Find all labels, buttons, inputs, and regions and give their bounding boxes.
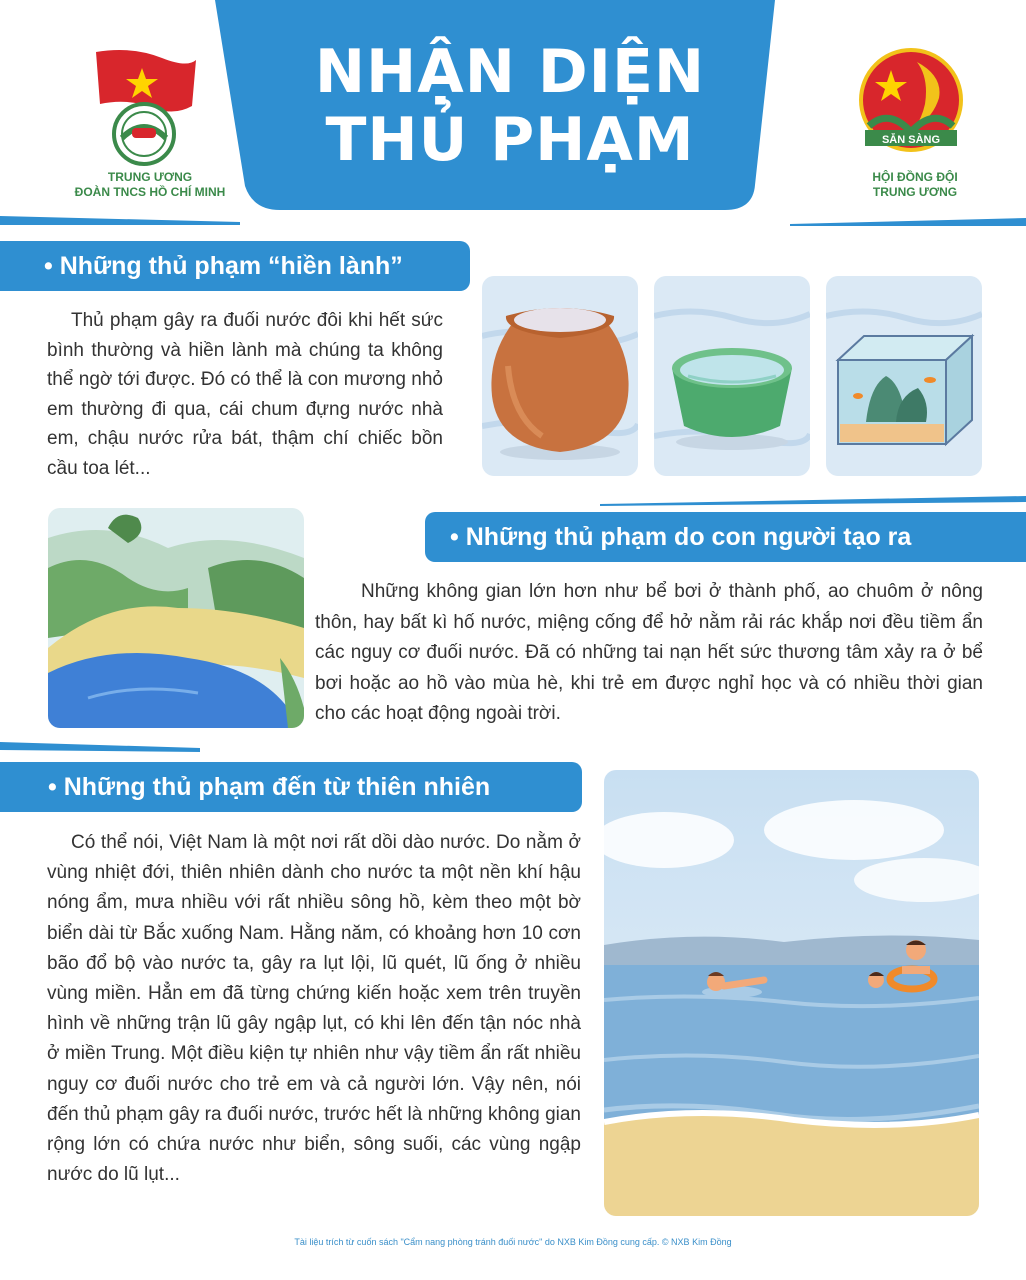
org-left-name: TRUNG ƯƠNG ĐOÀN TNCS HỒ CHÍ MINH — [74, 170, 226, 199]
badge-ribbon-text: SẴN SÀNG — [881, 134, 941, 146]
sea-swimmers-illustration — [604, 770, 979, 1216]
title-line-2: THỦ PHẠM — [325, 105, 695, 175]
youth-union-emblem — [92, 46, 202, 168]
section-body-nature: Có thể nói, Việt Nam là một nơi rất dồi dào nước. Do nằm ở vùng nhiệt đới, thiên nhiên dành cho nước ta một nền khí hậu nóng ẩm, mưa nhiều với rất nhiều sông hồ, kèm theo một bờ biển dài từ Bắc xuống Nam. Hằng năm, có khoảng hơn 10 cơn bão đổ bộ vào nước ta, gây ra lụt lội, lũ quét, lũ ống ở nhiều vùng miền. Hẳn em đã từng chứng kiến hoặc xem trên truyền hình về những trận lũ gây ngập lụt, có khi lên đến tận nóc nhà ở miền Trung. Một điều kiện tự nhiên như vậy tiềm ẩn rất nhiều nguy cơ đuối nước cho trẻ em và cả người lớn. Vậy nên, nói đến thủ phạm gây ra đuối nước, trước hết là những không gian rộng lớn có chứa nước như biển, sông suối, các vùng ngập nước do lũ lụt... — [47, 832, 581, 1186]
section-heading-gentle: • Những thủ phạm “hiền lành” — [0, 241, 470, 291]
section-heading-nature: • Những thủ phạm đến từ thiên nhiên — [0, 762, 582, 812]
section-heading-man-made: • Những thủ phạm do con người tạo ra — [425, 512, 1026, 562]
page-title — [240, 38, 780, 174]
title-line-1: NHẬN DIỆN — [314, 37, 706, 107]
fish-tank-illustration — [826, 276, 982, 476]
header-divider — [0, 212, 1026, 228]
source-credit: Tài liệu trích từ cuốn sách "Cẩm nang phòng tránh đuối nước" do NXB Kim Đồng cung cấp. © NXB Kim Đồng — [294, 1237, 732, 1247]
section-divider — [0, 740, 200, 754]
green-basin-illustration — [654, 276, 810, 476]
clay-jar-illustration — [482, 276, 638, 476]
section-body-man-made: Những không gian lớn hơn như bể bơi ở thành phố, ao chuôm ở nông thôn, hay bất kì hố nước, miệng cống để hở nằm rải rác khắp nơi đều tiềm ẩn các nguy cơ đuối nước. Đã có những tai nạn hết sức thương tâm xảy ra ở bể bơi hoặc ao hồ vào mùa hè, khi trẻ em được nghỉ học và có nhiều thời gian cho các hoạt động ngoài trời. — [315, 581, 983, 724]
pond-landscape-illustration — [48, 508, 304, 728]
pioneer-emblem — [855, 48, 967, 166]
section-divider — [600, 494, 1026, 508]
section-body-gentle: Thủ phạm gây ra đuối nước đôi khi hết sức bình thường và hiền lành mà chúng ta không thể ngờ tới được. Đó có thể là con mương nhỏ em thường đi qua, cái chum đựng nước nhà em, chậu nước rửa bát, thậm chí chiếc bồn cầu toa lét... — [47, 310, 443, 479]
org-right-name: HỘI ĐỒNG ĐỘI TRUNG ƯƠNG — [872, 170, 958, 199]
